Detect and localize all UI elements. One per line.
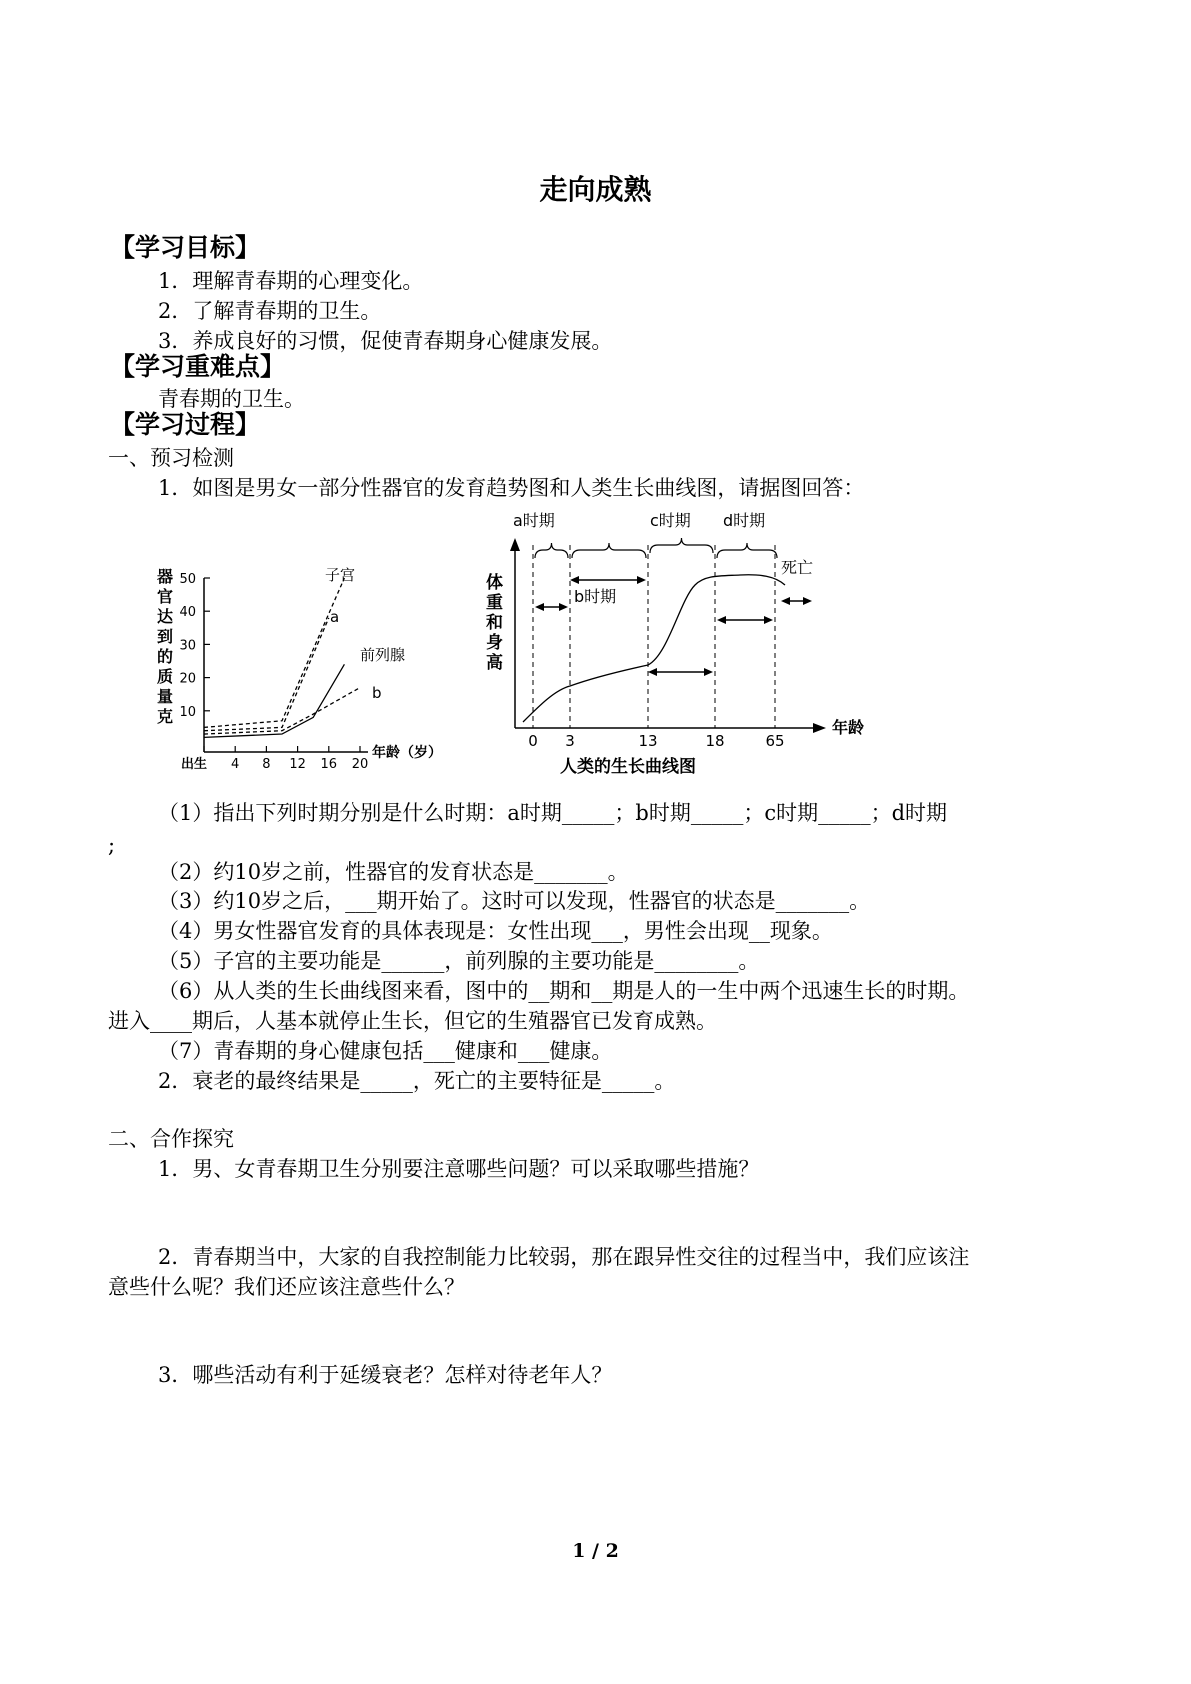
growth-curve	[523, 575, 785, 722]
series-label: a	[330, 608, 340, 626]
period-brace	[650, 538, 713, 553]
y-axis-arrow	[510, 538, 520, 551]
chart1-xlabel: 年龄（岁）	[372, 745, 442, 761]
chart2-title: 人类的生长曲线图	[560, 757, 696, 777]
chart2-xlabel: 年龄	[832, 718, 865, 737]
objective-item: 3．养成良好的习惯，促使青春期身心健康发展。	[158, 329, 613, 353]
cooperate-q1: 1．男、女青春期卫生分别要注意哪些问题？可以采取哪些措施？	[158, 1157, 760, 1181]
q1-part-7: （7）青春期的身心健康包括___健康和___健康。	[158, 1039, 613, 1063]
preview-heading: 一、预习检测	[108, 446, 234, 470]
period-label: a时期	[513, 511, 555, 530]
series-line	[204, 618, 329, 731]
objective-item: 1．理解青春期的心理变化。	[158, 269, 424, 293]
preview-q2: 2．衰老的最终结果是_____，死亡的主要特征是_____。	[158, 1069, 676, 1093]
x-tick-label: 8	[262, 757, 271, 772]
x-tick-label: 65	[765, 732, 785, 750]
x-axis-arrow	[813, 723, 826, 733]
cooperate-q2: 2．青春期当中，大家的自我控制能力比较弱，那在跟异性交往的过程当中，我们应该注	[158, 1245, 970, 1269]
series-label: 前列腺	[360, 646, 406, 664]
chart1-ylabel: 器官达到的质量克	[157, 567, 174, 726]
x-tick-label: 20	[351, 757, 369, 772]
period-label: b时期	[574, 587, 617, 606]
q1-part-1-cont: ;	[108, 833, 116, 857]
cooperate-heading: 二、合作探究	[108, 1127, 234, 1151]
q1-part-3: （3）约10岁之后，___期开始了。这时可以发现，性器官的状态是_______。	[158, 889, 871, 913]
y-tick-label: 30	[179, 638, 196, 654]
key-points-text: 青春期的卫生。	[158, 387, 305, 411]
organ-development-chart	[145, 555, 442, 790]
chart2-ylabel: 体重和身高	[486, 573, 503, 673]
arrow-head	[803, 597, 812, 605]
x-tick-label: 0	[528, 732, 538, 750]
growth-curve-chart	[470, 505, 890, 790]
period-label: 死亡	[781, 558, 814, 577]
arrow-head	[704, 668, 713, 676]
period-label: d时期	[723, 511, 766, 530]
period-brace	[717, 543, 777, 558]
series-label: b	[372, 684, 382, 702]
q1-part-1: （1）指出下列时期分别是什么时期：a时期_____；b时期_____；c时期_____；d时期	[158, 801, 948, 825]
q1-part-6-cont: 进入____期后，人基本就停止生长，但它的生殖器官已发育成熟。	[108, 1009, 717, 1033]
x-tick-label: 3	[565, 732, 575, 750]
page-title: 走向成熟	[539, 173, 652, 206]
arrow-head	[648, 668, 657, 676]
cooperate-q2-cont: 意些什么呢？我们还应该注意些什么？	[108, 1275, 465, 1299]
q1-part-6: （6）从人类的生长曲线图来看，图中的__期和__期是人的一生中两个迅速生长的时期。	[158, 979, 970, 1003]
objective-item: 2．了解青春期的卫生。	[158, 299, 382, 323]
x-tick-label: 16	[320, 757, 338, 772]
q1-part-5: （5）子宫的主要功能是______，前列腺的主要功能是________。	[158, 949, 760, 973]
series-line	[204, 578, 344, 727]
period-brace	[572, 543, 646, 558]
x-tick-label: 13	[638, 732, 658, 750]
arrow-head	[570, 576, 579, 584]
x-tick-label: 4	[231, 757, 240, 772]
arrow-head	[535, 603, 544, 611]
x-tick-label: 12	[289, 757, 306, 772]
arrow-head	[764, 616, 773, 624]
y-tick-label: 40	[179, 605, 196, 621]
arrow-head	[717, 616, 726, 624]
q1-part-4: （4）男女性器官发育的具体表现是：女性出现___，男性会出现__现象。	[158, 919, 833, 943]
series-line	[204, 664, 344, 737]
series-label: 子宫	[325, 566, 356, 584]
q1-intro: 1．如图是男女一部分性器官的发育趋势图和人类生长曲线图，请据图回答：	[158, 476, 865, 500]
objectives-heading: 【学习目标】	[110, 233, 261, 262]
cooperate-q3: 3．哪些活动有利于延缓衰老？怎样对待老年人？	[158, 1363, 613, 1387]
y-tick-label: 20	[179, 671, 196, 687]
x-tick-label: 18	[705, 732, 725, 750]
y-tick-label: 10	[179, 704, 196, 720]
arrow-head	[781, 597, 790, 605]
y-tick-label: 50	[179, 572, 196, 587]
period-label: c时期	[650, 511, 691, 530]
page-number: 1 / 2	[572, 1540, 619, 1562]
x-tick-label: 出生	[180, 757, 208, 772]
q1-part-2: （2）约10岁之前，性器官的发育状态是_______。	[158, 860, 629, 884]
period-brace	[535, 543, 568, 558]
arrow-head	[559, 603, 568, 611]
arrow-head	[637, 576, 646, 584]
process-heading: 【学习过程】	[110, 410, 261, 439]
key-points-heading: 【学习重难点】	[110, 352, 286, 381]
